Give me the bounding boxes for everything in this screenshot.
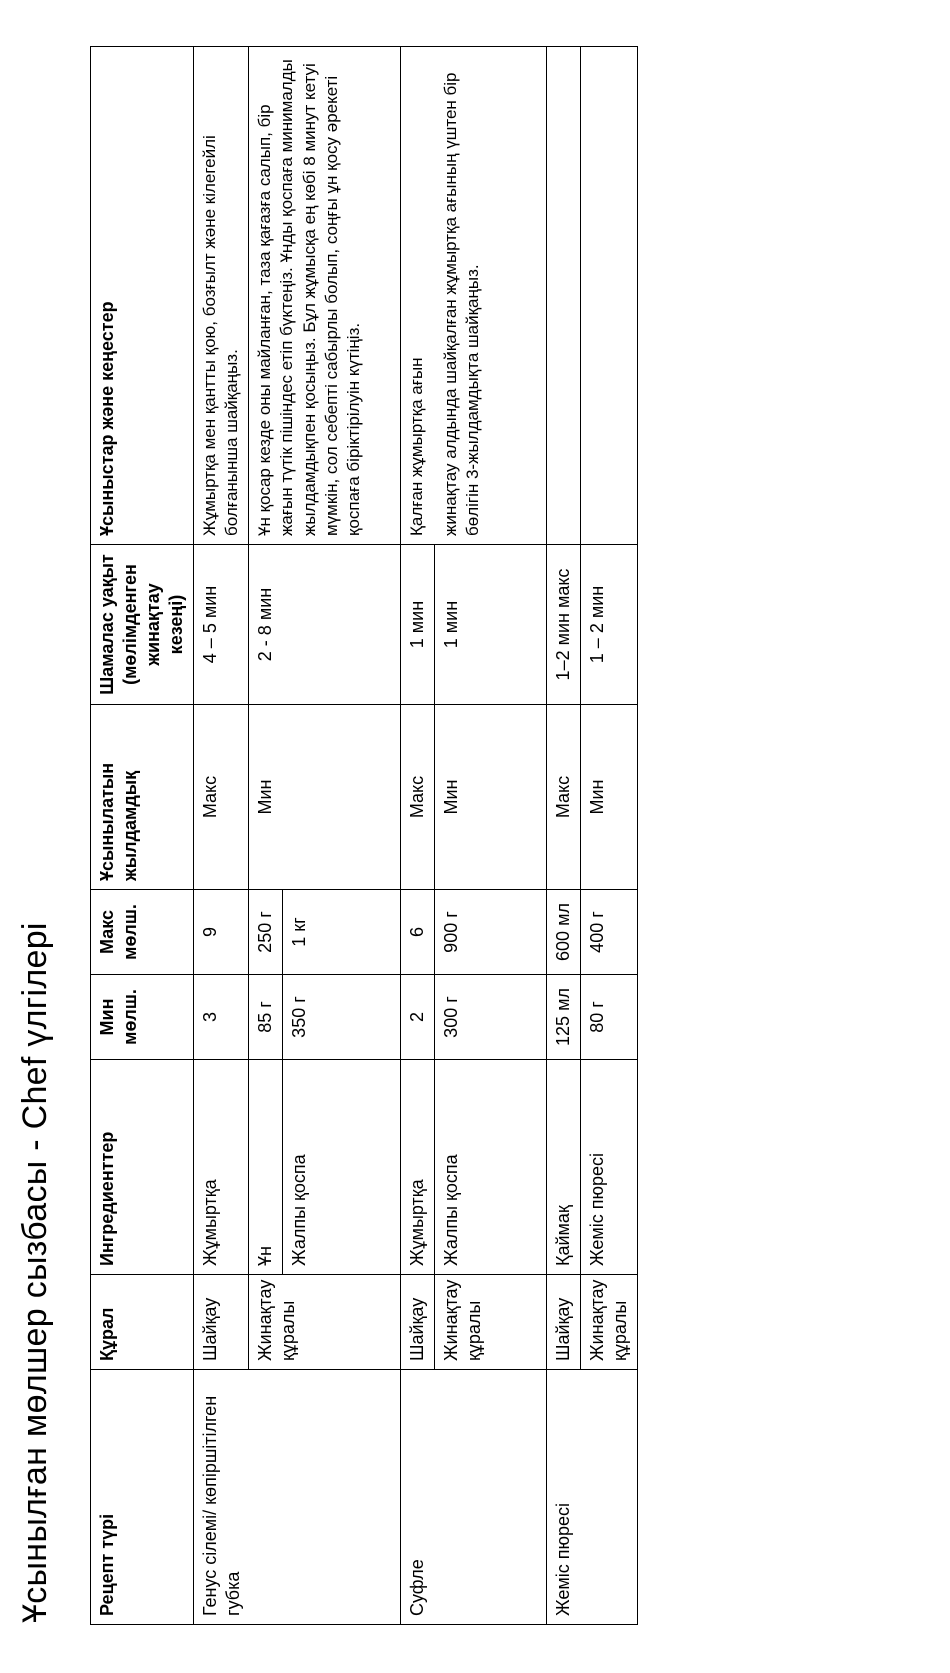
speed-cell: Макс: [401, 705, 435, 890]
table-row: [401, 47, 435, 1625]
recipe-quantity-table: [90, 46, 638, 1625]
ingredient-cell: Қаймақ: [547, 1060, 581, 1275]
speed-cell: Макс: [547, 705, 581, 890]
min-qty-cell: 350 г: [283, 975, 401, 1060]
time-cell: 2 - 8 мин: [249, 545, 401, 705]
time-cell: 1–2 мин макс: [547, 545, 581, 705]
min-qty-cell: 85 г: [249, 975, 283, 1060]
header-ingredients: Ингредиенттер: [91, 1060, 194, 1275]
speed-cell: Мин: [435, 705, 547, 890]
tool-cell: Шайқау: [194, 1275, 249, 1370]
speed-cell: Макс: [194, 705, 249, 890]
table-row: [194, 47, 249, 1625]
tip-cell: [547, 47, 581, 545]
max-qty-cell: 400 г: [581, 890, 638, 975]
max-qty-cell: 9: [194, 890, 249, 975]
tip-cell: Қалған жұмыртқа ағын: [401, 47, 435, 545]
tip-cell: Ұн қосар кезде оны майланған, таза қағазға салып, бір жағын түтік пішіндес етіп бүктеңіз. Ұнды қоспаға минималды жылдамдықпен қосыңыз. Бұл жұмысқа ең көбі 8 минут кетуі мүмкін, сол себепті сабырлы болып, соңғы ұн қосу әрекеті қоспаға біріктірілуін күтіңіз.: [249, 47, 401, 545]
max-qty-cell: 900 г: [435, 890, 547, 975]
time-cell: 1 мин: [435, 545, 547, 705]
recipe-type-cell: Суфле: [401, 1370, 547, 1625]
time-cell: 1 мин: [401, 545, 435, 705]
tool-cell: Шайқау: [401, 1275, 435, 1370]
tool-cell: Жинақтау құралы: [581, 1275, 638, 1370]
ingredient-cell: Жалпы қоспа: [283, 1060, 401, 1275]
header-recipe-type: Рецепт түрі: [91, 1370, 194, 1625]
time-cell: 1 – 2 мин: [581, 545, 638, 705]
ingredient-cell: Жалпы қоспа: [435, 1060, 547, 1275]
table-row: [547, 47, 581, 1625]
ingredient-cell: Жұмыртқа: [401, 1060, 435, 1275]
speed-cell: Мин: [581, 705, 638, 890]
tool-cell: Жинақтау құралы: [249, 1275, 401, 1370]
header-max-qty: Макс мөлш.: [91, 890, 194, 975]
max-qty-cell: 6: [401, 890, 435, 975]
speed-cell: Мин: [249, 705, 401, 890]
recipe-type-cell: Жеміс пюресі: [547, 1370, 638, 1625]
header-tool: Құрал: [91, 1275, 194, 1370]
page-title: Ұсынылған мөлшер сызбасы - Chef үлгілері: [16, 922, 54, 1623]
min-qty-cell: 3: [194, 975, 249, 1060]
min-qty-cell: 2: [401, 975, 435, 1060]
header-speed: Ұсынылатын жылдамдық: [91, 705, 194, 890]
min-qty-cell: 80 г: [581, 975, 638, 1060]
tip-cell: жинақтау алдында шайқалған жұмыртқа ағының үштен бір бөлігін 3-жылдамдықта шайқаңыз.: [435, 47, 547, 545]
max-qty-cell: 600 мл: [547, 890, 581, 975]
time-cell: 4 – 5 мин: [194, 545, 249, 705]
tool-cell: Шайқау: [547, 1275, 581, 1370]
min-qty-cell: 300 г: [435, 975, 547, 1060]
max-qty-cell: 1 кг: [283, 890, 401, 975]
min-qty-cell: 125 мл: [547, 975, 581, 1060]
header-min-qty: Мин мөлш.: [91, 975, 194, 1060]
table-header-row: [91, 47, 194, 1625]
tool-cell: Жинақтау құралы: [435, 1275, 547, 1370]
tip-cell: [581, 47, 638, 545]
recipe-type-cell: Генус сілемі/ көпіршітілген губка: [194, 1370, 401, 1625]
ingredient-cell: Жұмыртқа: [194, 1060, 249, 1275]
header-time: Шамалас уақыт (мөлімденген жинақтау кезеңі): [91, 545, 194, 705]
max-qty-cell: 250 г: [249, 890, 283, 975]
ingredient-cell: Ұн: [249, 1060, 283, 1275]
tip-cell: Жұмыртқа мен қантты қою, бозғылт және кілегейлі болғанынша шайқаңыз.: [194, 47, 249, 545]
header-tips: Ұсыныстар және кеңестер: [91, 47, 194, 545]
ingredient-cell: Жеміс пюресі: [581, 1060, 638, 1275]
